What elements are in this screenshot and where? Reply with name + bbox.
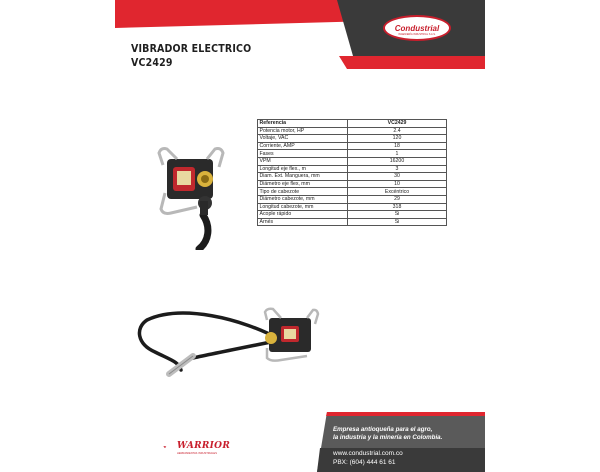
table-row [258, 195, 447, 203]
logo-text: Condustrial [394, 23, 440, 33]
spec-value: 10 [348, 180, 447, 188]
table-row [258, 211, 447, 219]
spec-label: Referencia [258, 120, 348, 128]
table-row [258, 180, 447, 188]
spec-value: 2.4 [348, 127, 447, 135]
spec-label: Longitud eje flex., m [258, 165, 348, 173]
spec-value: 120 [348, 135, 447, 143]
table-row [258, 157, 447, 165]
spec-value: 30 [348, 173, 447, 181]
table-row [258, 150, 447, 158]
table-row [258, 135, 447, 143]
spec-value: 3 [348, 165, 447, 173]
condustrial-logo [383, 15, 451, 41]
spec-value: 318 [348, 203, 447, 211]
warrior-logo-icon [163, 440, 177, 454]
warrior-brand-sub: HERRAMIENTAS INDUSTRIALES [177, 452, 218, 455]
table-row [258, 173, 447, 181]
table-row [258, 142, 447, 150]
spec-value: Si [348, 211, 447, 219]
product-title-line1: VIBRADOR ELECTRICO [131, 42, 252, 55]
table-row [258, 218, 447, 226]
spec-label: Diámetro cabezote, mm [258, 195, 348, 203]
product-title-line2: VC2429 [131, 56, 173, 69]
phone-number: PBX: (604) 444 61 61 [333, 459, 396, 466]
vibrator-full-image [131, 300, 321, 388]
table-row [258, 203, 447, 211]
slogan-line2: la industria y la minería en Colombia. [333, 434, 443, 441]
logo-subtitle: INGENIERÍA INDUSTRIAL S.A.S. [398, 33, 436, 36]
spec-label: Acople rápido [258, 211, 348, 219]
spec-label: VPM [258, 157, 348, 165]
spec-table-header [258, 120, 447, 128]
spec-value: Excéntrico [348, 188, 447, 196]
product-title [131, 42, 251, 70]
spec-label: Tipo de cabezote [258, 188, 348, 196]
footer-contact [333, 449, 403, 467]
table-row [258, 165, 447, 173]
spec-value: 29 [348, 195, 447, 203]
spec-label: Fases [258, 150, 348, 158]
spec-value: Si [348, 218, 447, 226]
spec-label: Voltaje, VAC [258, 135, 348, 143]
table-row [258, 127, 447, 135]
spec-table [257, 119, 447, 226]
spec-value: 16200 [348, 157, 447, 165]
product-sheet [115, 0, 485, 472]
table-row [258, 188, 447, 196]
spec-value: 18 [348, 142, 447, 150]
vibrator-motor-image [153, 145, 227, 250]
spec-label: Arnés [258, 218, 348, 226]
spec-label: Longitud cabezote, mm [258, 203, 348, 211]
website-link[interactable]: www.condustrial.com.co [333, 450, 403, 457]
spec-value: VC2429 [348, 120, 447, 128]
spec-label: Diámetro eje flex, mm [258, 180, 348, 188]
spec-label: Potencia motor, HP [258, 127, 348, 135]
footer-slogan [333, 426, 483, 442]
spec-value: 1 [348, 150, 447, 158]
spec-label: Diam. Ext. Manguera, mm [258, 173, 348, 181]
warrior-brand: WARRIOR [177, 441, 231, 451]
spec-label: Corriente, AMP [258, 142, 348, 150]
slogan-line1: Empresa antioqueña para el agro, [333, 426, 433, 433]
